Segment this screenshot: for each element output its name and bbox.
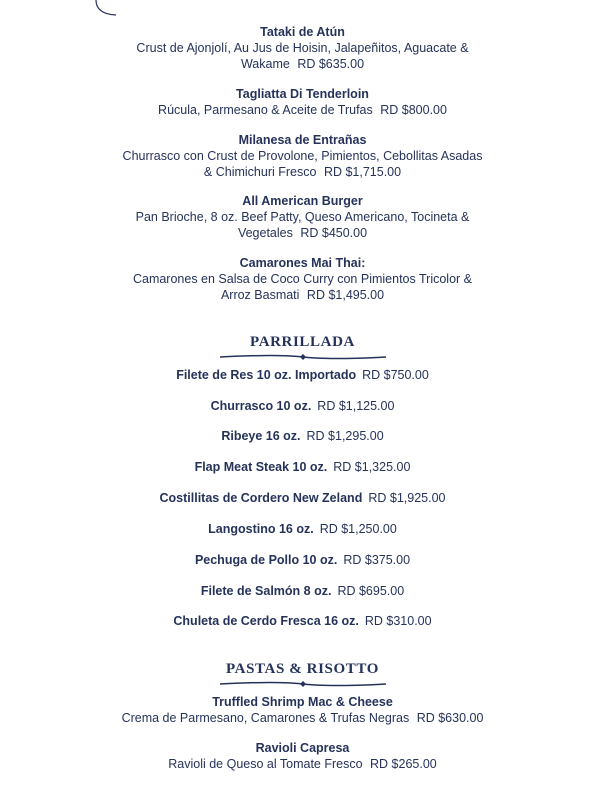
- item-description: Crust de Ajonjolí, Au Jus de Hoisin, Jalapeñitos, Aguacate & Wakame RD $635.00: [136, 41, 469, 71]
- corner-flourish: [94, 0, 118, 18]
- item-price: RD $265.00: [370, 757, 437, 771]
- item-price: RD $695.00: [337, 584, 405, 598]
- menu-item: [0, 24, 605, 72]
- menu-item: [0, 86, 605, 118]
- item-name: Filete de Salmón 8 oz.: [200, 584, 332, 598]
- menu-item: [0, 132, 605, 180]
- item-price: RD $1,925.00: [368, 491, 446, 505]
- item-price: RD $450.00: [300, 226, 368, 240]
- section-title-parrillada: PARRILLADA: [250, 334, 355, 350]
- menu-item: [0, 740, 605, 772]
- grill-item: [0, 398, 605, 414]
- item-price: RD $635.00: [297, 57, 365, 71]
- menu-item: [0, 193, 605, 241]
- item-name: Tagliatta Di Tenderloin: [236, 87, 369, 101]
- item-name: Camarones Mai Thai:: [239, 256, 366, 270]
- grill-item: [0, 428, 605, 444]
- item-name: Ribeye 16 oz.: [221, 429, 301, 443]
- section-divider: [218, 352, 388, 362]
- grill-item: [0, 490, 605, 506]
- item-name: Ravioli Capresa: [255, 741, 350, 755]
- item-name: Chuleta de Cerdo Fresca 16 oz.: [173, 614, 359, 628]
- item-name: Churrasco 10 oz.: [210, 399, 312, 413]
- item-price: RD $1,495.00: [306, 288, 385, 302]
- item-price: RD $1,250.00: [319, 522, 397, 536]
- grill-item: [0, 521, 605, 537]
- item-name: Costillitas de Cordero New Zeland: [159, 491, 363, 505]
- item-name: All American Burger: [242, 194, 363, 208]
- item-name: Flap Meat Steak 10 oz.: [194, 460, 328, 474]
- grill-item: [0, 613, 605, 629]
- item-description: Pan Brioche, 8 oz. Beef Patty, Queso Americano, Tocineta & Vegetales RD $450.00: [135, 210, 470, 240]
- item-description: Churrasco con Crust de Provolone, Pimientos, Cebollitas Asadas & Chimichuri Fresco RD $1,715.00: [122, 149, 483, 179]
- item-name: Pechuga de Pollo 10 oz.: [194, 553, 338, 567]
- grill-item: [0, 459, 605, 475]
- item-description: Crema de Parmesano, Camarones & Trufas Negras RD $630.00: [121, 711, 484, 725]
- item-description: Ravioli de Queso al Tomate Fresco RD $265.00: [168, 757, 437, 771]
- menu-item: [0, 694, 605, 726]
- item-name: Truffled Shrimp Mac & Cheese: [212, 695, 393, 709]
- item-price: RD $750.00: [362, 368, 429, 382]
- item-price: RD $1,125.00: [317, 399, 395, 413]
- item-price: RD $1,295.00: [306, 429, 384, 443]
- grill-item: [0, 583, 605, 599]
- item-name: Tataki de Atún: [260, 25, 345, 39]
- item-name: Langostino 16 oz.: [208, 522, 314, 536]
- section-divider: [218, 679, 388, 689]
- item-description: Camarones en Salsa de Coco Curry con Pimientos Tricolor & Arroz Basmati RD $1,495.00: [132, 272, 473, 302]
- menu-item: [0, 255, 605, 303]
- item-name: Milanesa de Entrañas: [238, 133, 367, 147]
- grill-item: [0, 367, 605, 383]
- item-description: Rúcula, Parmesano & Aceite de Trufas RD $800.00: [158, 103, 447, 117]
- section-title-pastas: PASTAS & RISOTTO: [226, 661, 379, 677]
- item-price: RD $800.00: [380, 103, 447, 117]
- item-price: RD $630.00: [416, 711, 484, 725]
- item-price: RD $310.00: [364, 614, 432, 628]
- item-price: RD $375.00: [343, 553, 411, 567]
- item-price: RD $1,715.00: [323, 165, 402, 179]
- grill-item: [0, 552, 605, 568]
- item-price: RD $1,325.00: [333, 460, 411, 474]
- item-name: Filete de Res 10 oz. Importado: [176, 368, 357, 382]
